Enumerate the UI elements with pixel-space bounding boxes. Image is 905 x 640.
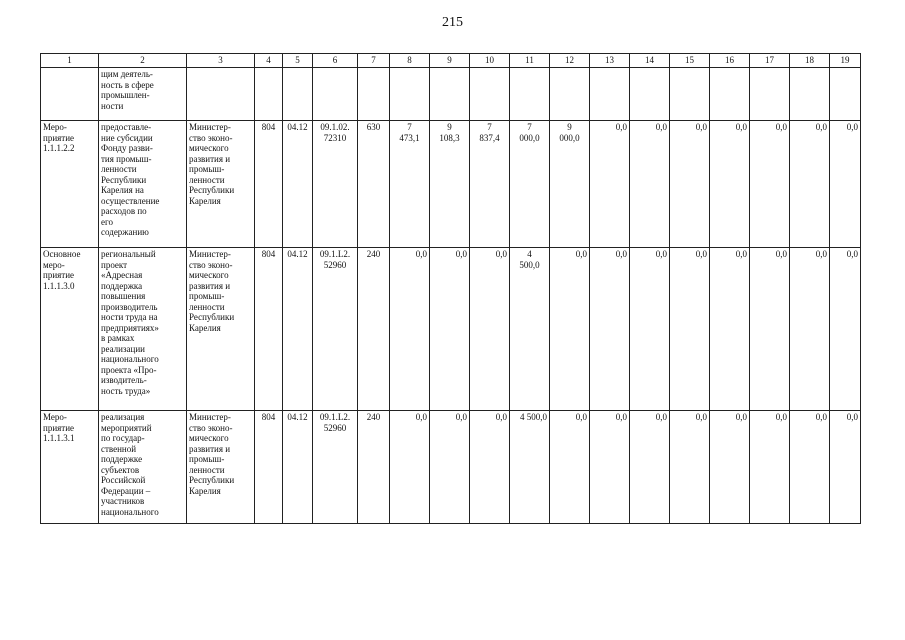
measure-name-cell: щим деятель- ность в сфере промышлен- ности xyxy=(99,68,187,121)
amount-cell: 0,0 xyxy=(470,248,510,411)
section-cell: 04.12 xyxy=(283,411,313,524)
amount-cell: 0,0 xyxy=(630,121,670,248)
amount-cell: 0,0 xyxy=(750,248,790,411)
grbs-cell xyxy=(255,68,283,121)
section-cell: 04.12 xyxy=(283,121,313,248)
column-header: 19 xyxy=(830,54,861,68)
grbs-cell: 804 xyxy=(255,248,283,411)
column-header: 11 xyxy=(510,54,550,68)
grbs-cell: 804 xyxy=(255,411,283,524)
column-header: 18 xyxy=(790,54,830,68)
amount-cell: 0,0 xyxy=(830,121,861,248)
amount-cell xyxy=(630,68,670,121)
amount-cell: 0,0 xyxy=(430,248,470,411)
amount-cell: 0,0 xyxy=(710,248,750,411)
grbs-cell: 804 xyxy=(255,121,283,248)
column-number-header-row xyxy=(41,54,861,68)
executor-cell xyxy=(187,68,255,121)
amount-cell: 0,0 xyxy=(670,121,710,248)
amount-cell xyxy=(790,68,830,121)
amount-cell xyxy=(670,68,710,121)
measure-code-cell: Основное меро- приятие 1.1.1.3.0 xyxy=(41,248,99,411)
section-cell: 04.12 xyxy=(283,248,313,411)
executor-cell: Министер- ство эконо- мического развития и промыш- ленности Республики Карелия xyxy=(187,248,255,411)
column-header: 14 xyxy=(630,54,670,68)
column-header: 2 xyxy=(99,54,187,68)
column-header: 3 xyxy=(187,54,255,68)
expense-type-cell: 240 xyxy=(358,411,390,524)
column-header: 1 xyxy=(41,54,99,68)
amount-cell: 0,0 xyxy=(590,248,630,411)
amount-cell xyxy=(830,68,861,121)
amount-cell xyxy=(430,68,470,121)
column-header: 4 xyxy=(255,54,283,68)
amount-cell: 0,0 xyxy=(630,411,670,524)
amount-cell xyxy=(470,68,510,121)
executor-cell: Министер- ство эконо- мического развития и промыш- ленности Республики Карелия xyxy=(187,121,255,248)
target-article-cell: 09.1.L2. 52960 xyxy=(313,248,358,411)
amount-cell xyxy=(750,68,790,121)
amount-cell: 0,0 xyxy=(670,411,710,524)
measure-code-cell xyxy=(41,68,99,121)
target-article-cell: 09.1.02. 72310 xyxy=(313,121,358,248)
table-row xyxy=(41,411,861,524)
amount-cell: 7 837,4 xyxy=(470,121,510,248)
amount-cell: 0,0 xyxy=(430,411,470,524)
amount-cell: 7 473,1 xyxy=(390,121,430,248)
section-cell xyxy=(283,68,313,121)
amount-cell: 9 108,3 xyxy=(430,121,470,248)
column-header: 5 xyxy=(283,54,313,68)
amount-cell xyxy=(390,68,430,121)
amount-cell xyxy=(590,68,630,121)
amount-cell: 0,0 xyxy=(790,411,830,524)
expense-type-cell xyxy=(358,68,390,121)
table-row xyxy=(41,248,861,411)
amount-cell: 0,0 xyxy=(470,411,510,524)
table-row xyxy=(41,121,861,248)
executor-cell: Министер- ство эконо- мического развития и промыш- ленности Республики Карелия xyxy=(187,411,255,524)
column-header: 6 xyxy=(313,54,358,68)
amount-cell: 0,0 xyxy=(670,248,710,411)
column-header: 12 xyxy=(550,54,590,68)
amount-cell: 4 500,0 xyxy=(510,411,550,524)
amount-cell: 0,0 xyxy=(710,411,750,524)
page-number: 215 xyxy=(442,15,463,30)
expense-type-cell: 630 xyxy=(358,121,390,248)
amount-cell xyxy=(710,68,750,121)
table-row xyxy=(41,68,861,121)
column-header: 17 xyxy=(750,54,790,68)
amount-cell xyxy=(510,68,550,121)
amount-cell: 4 500,0 xyxy=(510,248,550,411)
amount-cell: 0,0 xyxy=(390,411,430,524)
amount-cell: 0,0 xyxy=(750,411,790,524)
column-header: 13 xyxy=(590,54,630,68)
amount-cell: 0,0 xyxy=(550,248,590,411)
amount-cell: 0,0 xyxy=(710,121,750,248)
amount-cell xyxy=(550,68,590,121)
amount-cell: 0,0 xyxy=(830,411,861,524)
budget-table xyxy=(40,53,861,524)
amount-cell: 0,0 xyxy=(390,248,430,411)
column-header: 8 xyxy=(390,54,430,68)
column-header: 10 xyxy=(470,54,510,68)
amount-cell: 0,0 xyxy=(750,121,790,248)
expense-type-cell: 240 xyxy=(358,248,390,411)
column-header: 9 xyxy=(430,54,470,68)
column-header: 7 xyxy=(358,54,390,68)
amount-cell: 0,0 xyxy=(590,411,630,524)
measure-name-cell: предоставле- ние субсидии Фонду разви- тия промыш- ленности Республики Карелия на осуществление расходов по его содержанию xyxy=(99,121,187,248)
amount-cell: 0,0 xyxy=(550,411,590,524)
measure-code-cell: Меро- приятие 1.1.1.2.2 xyxy=(41,121,99,248)
amount-cell: 9 000,0 xyxy=(550,121,590,248)
amount-cell: 0,0 xyxy=(790,121,830,248)
amount-cell: 0,0 xyxy=(630,248,670,411)
amount-cell: 0,0 xyxy=(790,248,830,411)
measure-code-cell: Меро- приятие 1.1.1.3.1 xyxy=(41,411,99,524)
column-header: 16 xyxy=(710,54,750,68)
amount-cell: 0,0 xyxy=(830,248,861,411)
target-article-cell xyxy=(313,68,358,121)
amount-cell: 7 000,0 xyxy=(510,121,550,248)
measure-name-cell: реализация мероприятий по государ- ственной поддержке субъектов Российской Федерации – участников национального xyxy=(99,411,187,524)
amount-cell: 0,0 xyxy=(590,121,630,248)
target-article-cell: 09.1.L2. 52960 xyxy=(313,411,358,524)
column-header: 15 xyxy=(670,54,710,68)
measure-name-cell: региональный проект «Адресная поддержка повышения производитель ности труда на предприятиях» в рамках реализации национального проекта «Про- изводитель- ность труда» xyxy=(99,248,187,411)
